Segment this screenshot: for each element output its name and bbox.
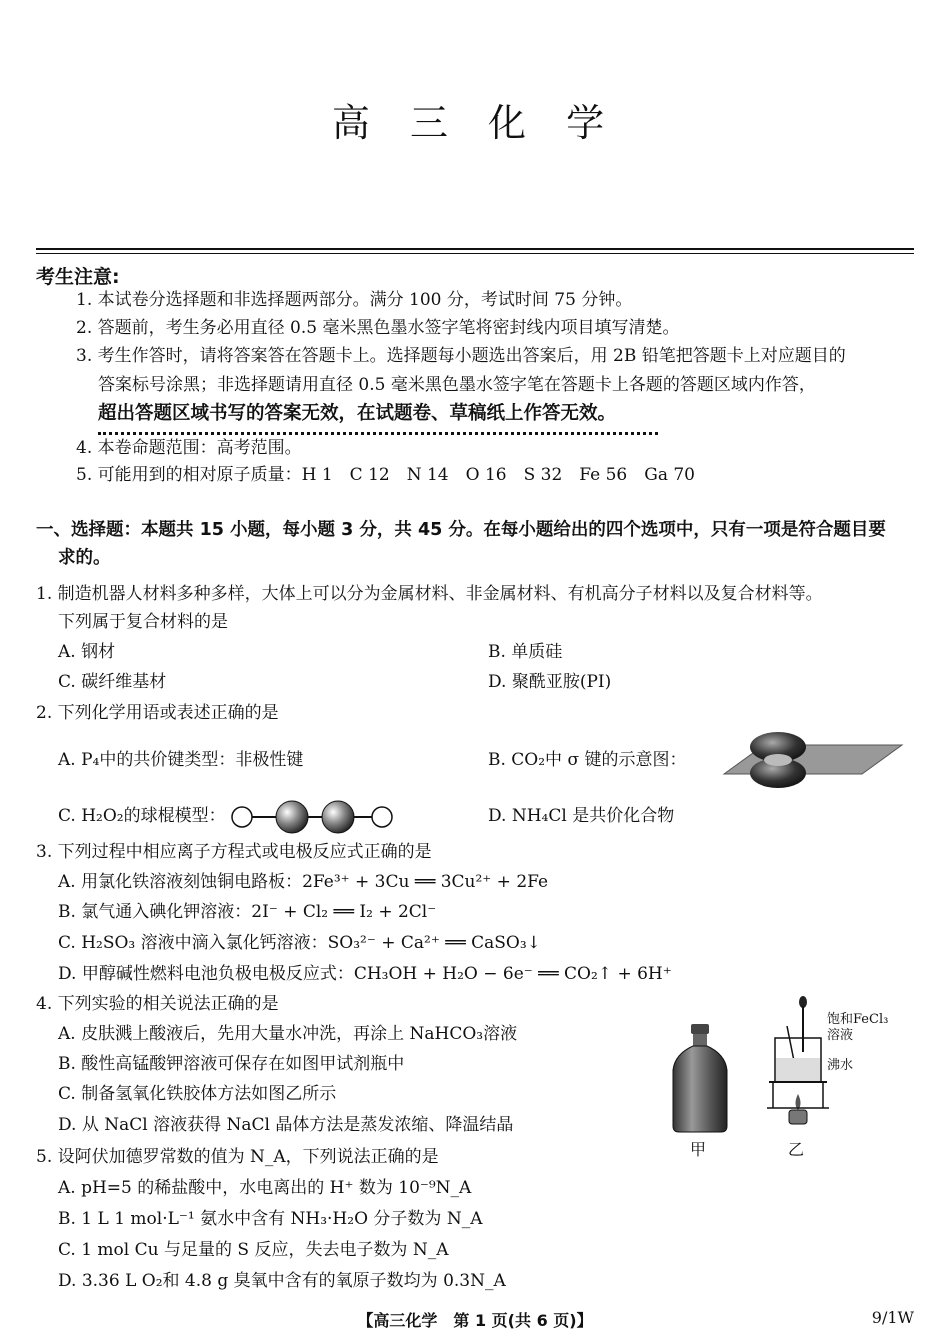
option-a: A. 皮肤溅上酸液后，先用大量水冲洗，再涂上 NaHCO₃溶液	[58, 1024, 518, 1044]
question-stem: 4. 下列实验的相关说法正确的是	[36, 994, 279, 1014]
header-divider-thin	[36, 253, 914, 254]
option-a: A. 用氯化铁溶液刻蚀铜电路板：2Fe³⁺ + 3Cu ══ 3Cu²⁺ + 2Fe	[58, 872, 549, 892]
page-title: 高 三 化 学	[331, 101, 619, 145]
h2o2-ball-stick-model	[230, 797, 400, 837]
option-c: C. 碳纤维基材	[58, 672, 167, 692]
page-footer: 【高三化学 第 1 页(共 6 页)】	[357, 1311, 593, 1330]
sigma-bond-diagram	[694, 727, 914, 797]
option-c: C. 制备氢氧化铁胶体方法如图乙所示	[58, 1084, 337, 1104]
option-b: B. 1 L 1 mol·L⁻¹ 氨水中含有 NH₃·H₂O 分子数为 N_A	[58, 1209, 483, 1229]
option-b: B. 氯气通入碘化钾溶液：2I⁻ + Cl₂ ══ I₂ + 2Cl⁻	[58, 902, 437, 922]
option-c: C. H₂SO₃ 溶液中滴入氯化钙溶液：SO₃²⁻ + Ca²⁺ ══ CaSO₃↓	[58, 933, 541, 953]
notice-item: 5. 可能用到的相对原子质量：H 1 C 12 N 14 O 16 S 32 Fe 56 Ga 70	[76, 465, 695, 485]
question-stem: 2. 下列化学用语或表述正确的是	[36, 703, 279, 723]
notice-item: 答案标号涂黑；非选择题请用直径 0.5 毫米黑色墨水签字笔在答题卡上各题的答题区域内作答，	[98, 375, 816, 395]
option-b: B. 单质硅	[488, 642, 563, 662]
notice-heading: 考生注意:	[36, 266, 120, 288]
option-d: D. 3.36 L O₂和 4.8 g 臭氧中含有的氧原子数均为 0.3N_A	[58, 1271, 506, 1291]
section-heading-cont: 求的。	[58, 548, 111, 568]
option-c: C. 1 mol Cu 与足量的 S 反应，失去电子数为 N_A	[58, 1240, 449, 1260]
figure-label-boiling-water: 沸水	[827, 1058, 854, 1073]
option-a: A. P₄中的共价键类型：非极性键	[58, 750, 304, 770]
question-stem: 1. 制造机器人材料多种多样，大体上可以分为金属材料、非金属材料、有机高分子材料以及复合材料等。	[36, 584, 823, 604]
option-a: A. pH=5 的稀盐酸中，水电离出的 H⁺ 数为 10⁻⁹N_A	[58, 1178, 472, 1198]
figure-label-fecl3: 饱和FeCl₃	[827, 1012, 889, 1027]
header-divider	[36, 248, 914, 250]
notice-item: 1. 本试卷分选择题和非选择题两部分。满分 100 分，考试时间 75 分钟。	[76, 290, 633, 310]
figure-label-yi: 乙	[788, 1140, 805, 1159]
section-heading: 一、选择题：本题共 15 小题，每小题 3 分，共 45 分。在每小题给出的四个选项中，只有一项是符合题目要	[36, 520, 886, 540]
notice-item: 2. 答题前，考生务必用直径 0.5 毫米黑色墨水签字笔将密封线内项目填写清楚。	[76, 318, 680, 338]
emphasis-dots	[98, 432, 658, 435]
option-d: D. 甲醇碱性燃料电池负极电极反应式：CH₃OH + H₂O − 6e⁻ ══ CO₂↑ + 6H⁺	[58, 964, 672, 984]
notice-item-emphasis: 超出答题区域书写的答案无效，在试题卷、草稿纸上作答无效。	[98, 403, 617, 424]
option-b: B. 酸性高锰酸钾溶液可保存在如图甲试剂瓶中	[58, 1054, 405, 1074]
option-c: C. H₂O₂的球棍模型：	[58, 806, 226, 826]
option-d: D. NH₄Cl 是共价化合物	[488, 806, 675, 826]
question-stem: 5. 设阿伏加德罗常数的值为 N_A，下列说法正确的是	[36, 1147, 439, 1167]
figure-label-jia: 甲	[690, 1140, 707, 1159]
option-b: B. CO₂中 σ 键的示意图：	[488, 750, 687, 770]
option-d: D. 聚酰亚胺(PI)	[488, 672, 612, 692]
reagent-bottle-figure	[665, 1022, 735, 1134]
option-d: D. 从 NaCl 溶液获得 NaCl 晶体方法是蒸发浓缩、降温结晶	[58, 1115, 514, 1135]
option-a: A. 钢材	[58, 642, 116, 662]
colloid-apparatus-figure	[765, 996, 835, 1136]
question-stem-cont: 下列属于复合材料的是	[58, 612, 228, 632]
notice-item: 3. 考生作答时，请将答案答在答题卡上。选择题每小题选出答案后，用 2B 铅笔把答题卡上对应题目的	[76, 346, 846, 366]
page-code: 9/1W	[871, 1308, 914, 1327]
figure-label-fecl3-solution: 溶液	[827, 1028, 854, 1043]
question-stem: 3. 下列过程中相应离子方程式或电极反应式正确的是	[36, 842, 432, 862]
notice-item: 4. 本卷命题范围：高考范围。	[76, 438, 302, 458]
